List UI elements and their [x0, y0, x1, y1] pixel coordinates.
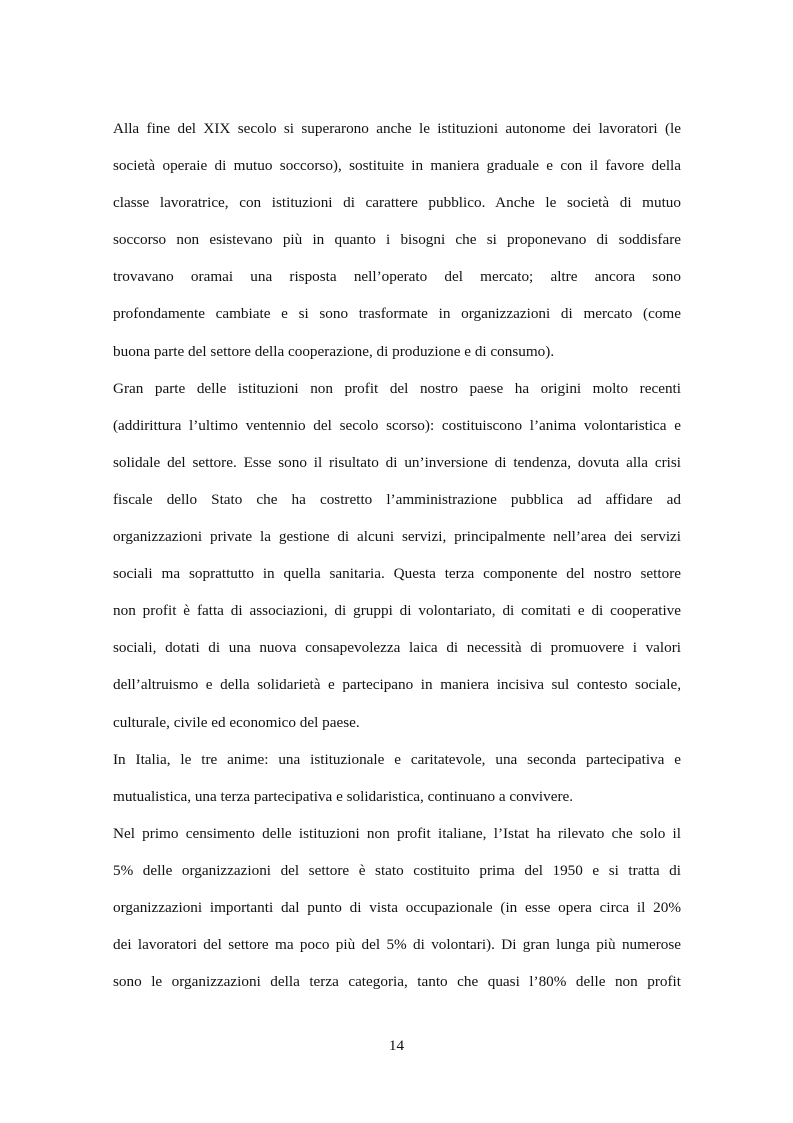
paragraph — [113, 741, 681, 815]
text-line: sociali ma soprattutto in quella sanitaria. Questa terza componente del nostro settore — [113, 565, 681, 583]
paragraph — [113, 815, 681, 1000]
page-number: 14 — [388, 1037, 405, 1054]
text-line: buona parte del settore della cooperazione, di produzione e di consumo). — [113, 342, 555, 360]
text-line: organizzazioni private la gestione di alcuni servizi, principalmente nell’area dei servizi — [113, 528, 681, 546]
text-line: (addirittura l’ultimo ventennio del secolo scorso): costituiscono l’anima volontaristica e — [113, 416, 681, 434]
text-line: profondamente cambiate e si sono trasformate in organizzazioni di mercato (come — [113, 305, 681, 323]
text-line: In Italia, le tre anime: una istituzionale e caritatevole, una seconda partecipativa e — [113, 750, 681, 768]
text-line: 5% delle organizzazioni del settore è stato costituito prima del 1950 e si tratta di — [113, 861, 681, 879]
text-line: non profit è fatta di associazioni, di gruppi di volontariato, di comitati e di cooperative — [113, 602, 681, 620]
text-line: sociali, dotati di una nuova consapevolezza laica di necessità di promuovere i valori — [113, 639, 681, 657]
text-line: mutualistica, una terza partecipativa e solidaristica, continuano a convivere. — [113, 787, 574, 805]
text-line: Alla fine del XIX secolo si superarono anche le istituzioni autonome dei lavoratori (le — [113, 120, 681, 137]
text-line: Gran parte delle istituzioni non profit del nostro paese ha origini molto recenti — [113, 379, 681, 397]
text-line: solidale del settore. Esse sono il risultato di un’inversione di tendenza, dovuta alla crisi — [113, 453, 681, 471]
text-line: culturale, civile ed economico del paese. — [113, 713, 360, 731]
text-line: soccorso non esistevano più in quanto i bisogni che si proponevano di soddisfare — [113, 231, 681, 249]
paragraph — [113, 370, 681, 741]
text-line: dell’altruismo e della solidarietà e partecipano in maniera incisiva sul contesto sociale, — [113, 676, 681, 694]
text-line: fiscale dello Stato che ha costretto l’amministrazione pubblica ad affidare ad — [113, 490, 681, 508]
paragraph — [113, 110, 681, 370]
text-line: Nel primo censimento delle istituzioni non profit italiane, l’Istat ha rilevato che solo il — [113, 824, 681, 842]
text-line: dei lavoratori del settore ma poco più del 5% di volontari). Di gran lunga più numerose — [113, 936, 681, 954]
text-line: sono le organizzazioni della terza categoria, tanto che quasi l’80% delle non profit — [113, 973, 681, 991]
text-line: società operaie di mutuo soccorso), sostituite in maniera graduale e con il favore della — [113, 157, 681, 175]
body-text — [113, 110, 681, 1000]
text-line: trovavano oramai una risposta nell’operato del mercato; altre ancora sono — [113, 268, 681, 286]
text-line: organizzazioni importanti dal punto di vista occupazionale (in esse opera circa il 20% — [113, 898, 681, 916]
text-line: classe lavoratrice, con istituzioni di carattere pubblico. Anche le società di mutuo — [113, 194, 681, 212]
